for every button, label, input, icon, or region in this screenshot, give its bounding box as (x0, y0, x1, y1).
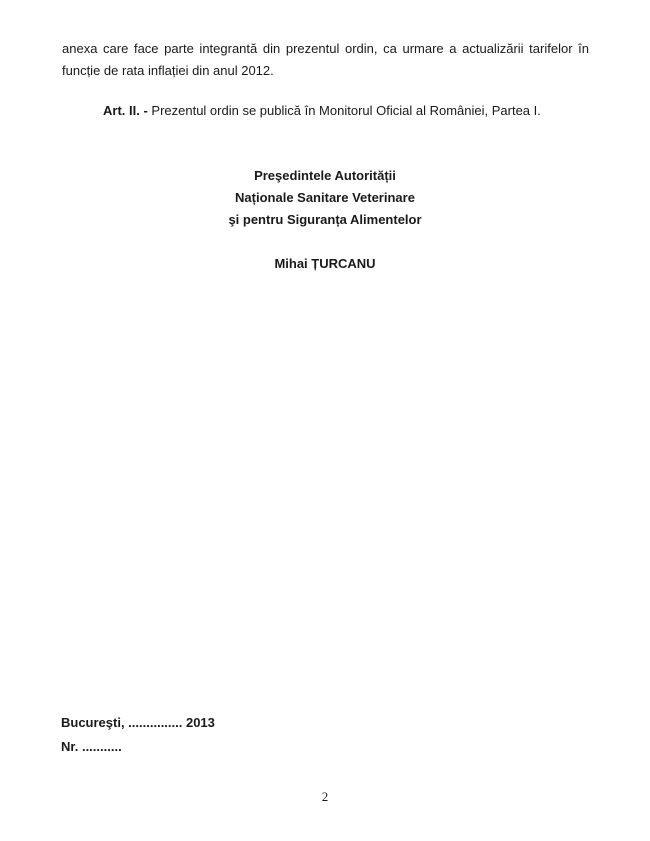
page-number: 2 (321, 789, 329, 804)
signature-title-line-3: şi pentru Siguranța Alimentelor (228, 212, 422, 227)
article-ii (103, 102, 603, 120)
article-text: Prezentul ordin se publică în Monitorul Oficial al României, Partea I. (147, 103, 541, 118)
signature-title-line-1: Preşedintele Autorității (254, 168, 396, 183)
article-label: Art. II. - (103, 103, 148, 118)
document-number-line: Nr. ........... (61, 739, 122, 754)
signatory-name: Mihai ȚURCANU (274, 256, 376, 271)
place-date-line: Bucureşti, ............... 2013 (61, 715, 215, 730)
signature-title-line-2: Naționale Sanitare Veterinare (235, 190, 415, 205)
body-paragraph: anexa care face parte integrantă din prezentul ordin, ca urmare a actualizării tarifelor în funcție de rata inflației din anul 2012. (62, 41, 589, 78)
